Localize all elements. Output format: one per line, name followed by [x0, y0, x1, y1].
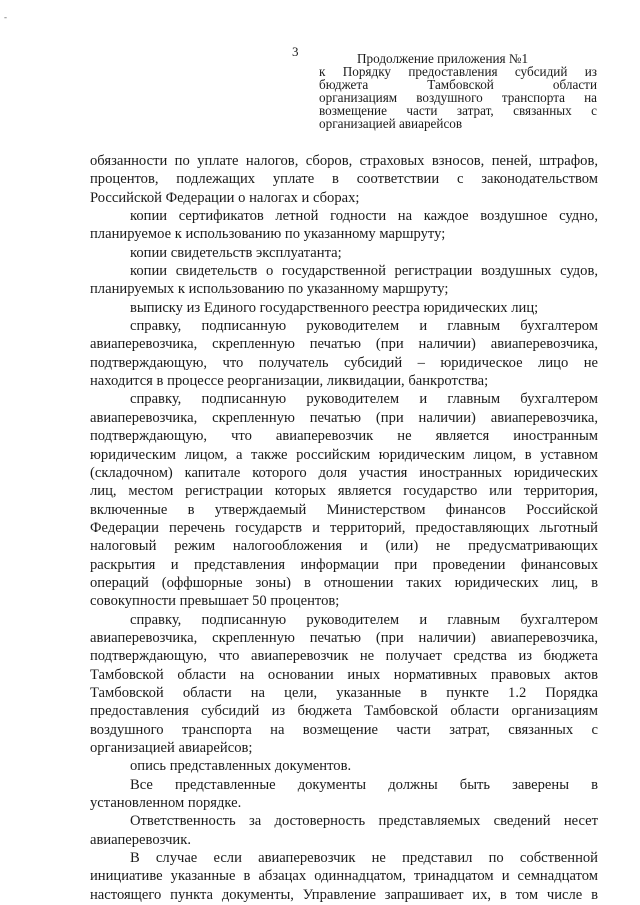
header-line: Продолжение приложения №1: [357, 51, 529, 66]
body-line: планируемых к использованию по указанному маршруту;: [90, 281, 449, 298]
body-line: авиаперевозчика, скрепленную печатью (при наличии) авиаперевозчика,: [90, 629, 598, 646]
header-line: организацией авиарейсов: [319, 116, 463, 131]
body-line: справку, подписанную руководителем и главным бухгалтером: [130, 611, 598, 628]
page-number: 3: [292, 44, 299, 59]
corner-mark: -: [4, 12, 7, 22]
body-line: Федерации перечень государств и территорий, предоставляющих льготный: [90, 519, 598, 536]
header-line: бюджета Тамбовской области: [319, 77, 597, 92]
body-line: авиаперевозчик.: [90, 831, 191, 848]
body-line: подтверждающую, что получатель субсидий – юридическое лицо не: [90, 354, 598, 371]
body-line: Российской Федерации о налогах и сборах;: [90, 189, 360, 206]
body-line: операций (оффшорные зоны) в отношении таких юридических лиц, в: [90, 574, 598, 591]
body-line: подтверждающую, что авиаперевозчик не является иностранным: [90, 428, 598, 445]
body-line: авиаперевозчика, скрепленную печатью (при наличии) авиаперевозчика,: [90, 336, 598, 353]
body-line: настоящего пункта документы, Управление запрашивает их, в том числе в: [90, 886, 598, 903]
body-line: Все представленные документы должны быть заверены в: [130, 776, 598, 793]
body-line: раскрытия и представления информации при проведении финансовых: [90, 556, 598, 573]
body-line: Тамбовской области на основании иных нормативных правовых актов: [90, 666, 598, 683]
body-line: выписку из Единого государственного реестра юридических лиц;: [130, 299, 539, 316]
body-line: обязанности по уплате налогов, сборов, страховых взносов, пеней, штрафов,: [90, 153, 598, 169]
body-line: воздушного транспорта на возмещение части затрат, связанных с: [90, 721, 598, 738]
body-line: организацией авиарейсов;: [90, 740, 253, 756]
appendix-header: [319, 52, 597, 130]
body-line: совокупности превышает 50 процентов;: [90, 593, 340, 610]
body-line: юридическим лицом, а также российским юридическим лицом, в уставном: [90, 446, 598, 463]
body-line: налоговый режим налогообложения и (или) не предусматривающих: [90, 538, 598, 555]
body-line: находится в процессе реорганизации, ликвидации, банкротства;: [90, 373, 489, 390]
body-line: планируемое к использованию по указанному маршруту;: [90, 226, 446, 243]
body-line: справку, подписанную руководителем и главным бухгалтером: [130, 391, 598, 408]
body-line: Тамбовской области на цели, указанные в пункте 1.2 Порядка: [90, 684, 598, 701]
body-line: подтверждающую, что авиаперевозчик не получает средства из бюджета: [90, 648, 598, 665]
body-line: установленном порядке.: [90, 795, 242, 812]
body-line: копии свидетельств эксплуатанта;: [130, 244, 342, 261]
body-line: предоставления субсидий из бюджета Тамбовской области организациям: [90, 703, 598, 720]
document-body: [90, 152, 598, 904]
body-line: инициативе указанные в абзацах одиннадцатом, тринадцатом и семнадцатом: [90, 868, 598, 885]
body-line: лиц, местом регистрации которых является государство или территория,: [90, 483, 598, 500]
body-line: опись представленных документов.: [130, 758, 352, 775]
body-line: включенные в утверждаемый Министерством финансов Российской: [90, 501, 598, 518]
body-line: В случае если авиаперевозчик не представил по собственной: [130, 850, 598, 867]
header-line: организациям воздушного транспорта на: [319, 90, 597, 105]
body-line: справку, подписанную руководителем и главным бухгалтером: [130, 318, 598, 335]
body-line: (складочном) капитале которого доля участия иностранных юридических: [90, 464, 598, 481]
body-line: процентов, подлежащих уплате в соответствии с законодательством: [90, 171, 598, 188]
body-line: авиаперевозчика, скрепленную печатью (при наличии) авиаперевозчика,: [90, 409, 598, 426]
body-line: Ответственность за достоверность представляемых сведений несет: [130, 813, 598, 830]
header-line: к Порядку предоставления субсидий из: [319, 64, 597, 79]
body-line: копии сертификатов летной годности на каждое воздушное судно,: [130, 208, 598, 225]
header-line: возмещение части затрат, связанных с: [319, 103, 597, 118]
body-line: копии свидетельств о государственной регистрации воздушных судов,: [130, 263, 598, 280]
